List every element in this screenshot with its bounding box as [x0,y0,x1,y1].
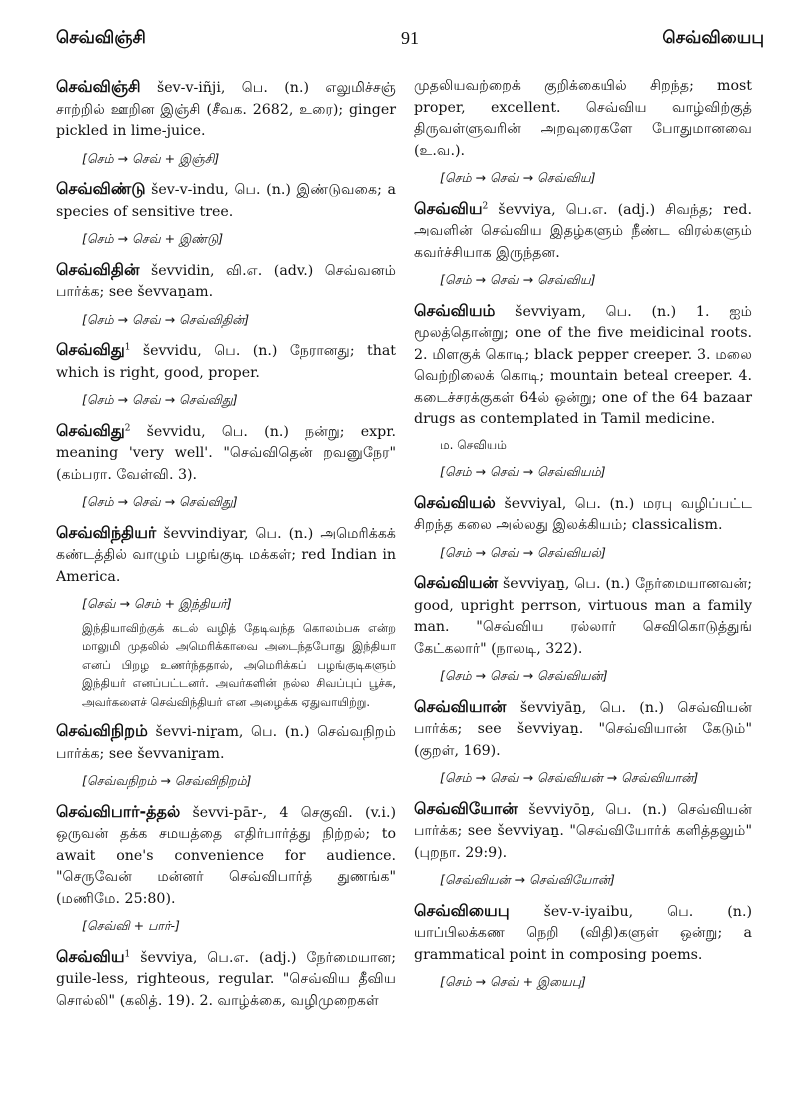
entry-headword: செவ்விய [56,946,125,966]
entry-etymology: [செவ்வி + பார்-] [82,918,180,933]
entry-etymology: [செவ்வநிறம் → செவ்விநிறம்] [82,773,252,788]
entry-note: இந்தியாவிற்குக் கடல் வழித் தேடிவந்த கொலம்பசு என்ற மாலுமி முதலில் அமெரிக்காவை அடைந்தபோது இந்தியா எனப் பிறழ உணர்ந்ததால், அமெரிக்கப் பழங்குடிகளும் இந்தியர் எனப்பட்டனர். அவர்களின் நல்ல சிவப்புப் பூச்சு, அவர்களைச் செவ்விந்தியர் என அழைக்க ஏதுவாயிற்று. [82,620,396,709]
entry-headword: செவ்விய [414,198,483,218]
right-column [414,76,752,1002]
entry-etymology: [செம் → செவ் → செவ்வியன் → செவ்வியான்] [440,770,699,785]
entry-headword: செவ்வியைபு [414,900,510,920]
dictionary-entry [56,720,396,792]
entry-etymology: [செம் → செவ் → செவ்வியம்] [440,464,606,479]
entry-etymology: [செம் → செவ் + இஞ்சி] [82,150,220,166]
entry-headword: செவ்விதின் [56,259,140,279]
dictionary-entry [56,76,396,169]
dictionary-entry [414,492,752,564]
entry-definition: ševvidin, வி.எ. (adv.) செவ்வனம் பார்க்க; see ševvaṉam. [56,262,396,300]
entry-definition: ševvindiyar, பெ. (n.) அமெரிக்கக் கண்டத்தில் வாழும் பழங்குடி மக்கள்; red Indian in America. [56,525,396,585]
entry-definition: šev-v-iyaibu, பெ. (n.) யாப்பிலக்கண நெறி (விதி)களுள் ஒன்று; a grammatical point in composing poems. [414,903,752,963]
entry-etymology: [செம் → செவ் → செவ்வியல்] [440,544,606,560]
entry-definition: ševviyāṉ, பெ. (n.) செவ்வியன் பார்க்க; see ševviyaṉ. "செவ்வியான் கேடும்" (குறள், 169). [414,699,752,759]
entry-definition: ševvi-niṟam, பெ. (n.) செவ்வநிறம் பார்க்க; see ševvaniṟam. [56,724,396,762]
entry-definition: ševvi-pār-, 4 செகுவி. (v.i.) ஒருவன் தக்க சமயத்தை எதிர்பார்த்து நிற்றல்; to await one's convenience for audience. "செருவேன் மன்னர் செவ்விபார்த் துணங்க" (மணிமே. 25:80). [56,804,396,907]
entry-cognate: ம. செவியம் [440,437,507,452]
dictionary-entry [56,946,396,1013]
dictionary-entry [56,801,396,937]
entry-homonym-number: 2 [482,200,489,211]
entry-etymology: [செம் → செவ் → செவ்வியன்] [440,668,608,683]
left-guide-word: செவ்விஞ்சி [56,28,146,48]
dictionary-entry [414,572,752,687]
dictionary-entry [56,420,396,513]
entry-etymology: [செவ்வியன் → செவ்வியோன்] [440,872,615,887]
entry-etymology: [செம் → செவ் + இயைபு] [440,974,586,989]
entry-definition: ševviya, பெ.எ. (adj.) நேர்மையான; guile-less, righteous, regular. "செவ்விய தீவிய சொல்லி" (கலித். 19). 2. வாழ்க்கை, வழிமுறைகள் [56,949,396,1009]
entry-headword: செவ்வியன் [414,573,499,592]
entry-etymology: [செம் → செவ் → செவ்விது] [82,494,238,509]
entry-headword: செவ்வியான் [414,696,507,716]
entry-definition: šev-v-indu, பெ. (n.) இண்டுவகை; a species of sensitive tree. [56,182,396,220]
entry-etymology: [செவ் → செம் + இந்தியர்] [82,596,232,611]
continued-entry [414,76,752,189]
entry-headword: செவ்வியல் [414,492,496,512]
entry-headword: செவ்வியம் [414,300,496,320]
entry-definition: ševviyaṉ, பெ. (n.) நேர்மையானவன்; good, upright perrson, virtuous man a family man. "செவ்விய ரல்லார் செவிகொடுத்துங் கேட்கலார்" (நாலடி, 322). [414,576,752,657]
entry-definition: ševvidu, பெ. (n.) நன்று; expr. meaning 'very well'. "செவ்விதென் றவனுநேர" (கம்பரா. வேள்வி. 3). [56,423,396,483]
entry-headword: செவ்விது [56,340,125,359]
entry-headword: செவ்விது [56,420,125,440]
dictionary-entry [414,696,752,789]
entry-headword: செவ்விண்டு [56,179,146,198]
dictionary-entry [414,300,752,483]
dictionary-entry [414,900,752,993]
entry-definition: ševviyōṉ, பெ. (n.) செவ்வியன் பார்க்க; see ševviyaṉ. "செவ்வியோர்க் களித்தலும்" (புறநா. 29:9). [414,801,752,861]
dictionary-entry [56,178,396,250]
dictionary-entry [56,339,396,411]
entry-definition: šev-v-iñji, பெ. (n.) எலுமிச்சஞ் சாற்றில் ஊறின இஞ்சி (சீவக. 2682, உரை); ginger pickled in lime-juice. [56,80,396,139]
continued-entry-text: முதலியவற்றைக் குறிக்கையில் சிறந்த; most proper, excellent. செவ்விய வாழ்விற்குத் திருவள்ளுவரின் அறவுரைகளே போதுமானவை (உ.வ.). [414,78,752,159]
dictionary-entry [56,259,396,331]
entry-etymology: [செம் → செவ் → செவ்விதின்] [82,311,250,327]
entry-headword: செவ்விஞ்சி [56,77,141,96]
entry-definition: ševviyal, பெ. (n.) மரபு வழிப்பட்ட சிறந்த கலை அல்லது இலக்கியம்; classicalism. [414,495,752,533]
entry-homonym-number: 1 [124,342,131,353]
page-header [56,28,764,58]
entry-homonym-number: 2 [124,422,131,433]
entry-definition: ševviya, பெ.எ. (adj.) சிவந்த; red. அவளின் செவ்விய இதழ்களும் நீண்ட விரல்களும் கவர்ச்சியாக இருந்தன. [414,201,752,261]
right-guide-word: செவ்வியைபு [662,28,764,48]
entry-etymology: [செம் → செவ் → செவ்விது] [82,392,238,407]
entry-homonym-number: 1 [124,948,131,959]
page-number: 91 [401,28,419,48]
entry-definition: ševvidu, பெ. (n.) நேரானது; that which is right, good, proper. [56,343,396,381]
entry-etymology: [செம் → செவ் + இண்டு] [82,231,224,246]
entry-definition: ševviyam, பெ. (n.) 1. ஐம் மூலத்தொன்று; one of the five meidicinal roots. 2. மிளகுக் கொடி; black pepper creeper. 3. மலை வெற்றிலைக் கொடி; mountain beteal creeper. 4. கடைச்சரக்குகள் 64ல் ஒன்று; one of the 64 bazaar drugs as contemplated in Tamil medicine. [414,303,752,427]
left-column [56,76,396,1021]
dictionary-entry [414,798,752,891]
continued-entry-etymology: [செம் → செவ் → செவ்விய] [440,170,596,185]
dictionary-entry [414,198,752,291]
entry-headword: செவ்விநிறம் [56,721,148,740]
entry-headword: செவ்வியோன் [414,798,518,818]
dictionary-entry [56,522,396,712]
entry-etymology: [செம் → செவ் → செவ்விய] [440,272,596,287]
entry-headword: செவ்விந்தியர் [56,522,157,542]
entry-headword: செவ்விபார்-த்தல் [56,801,181,821]
